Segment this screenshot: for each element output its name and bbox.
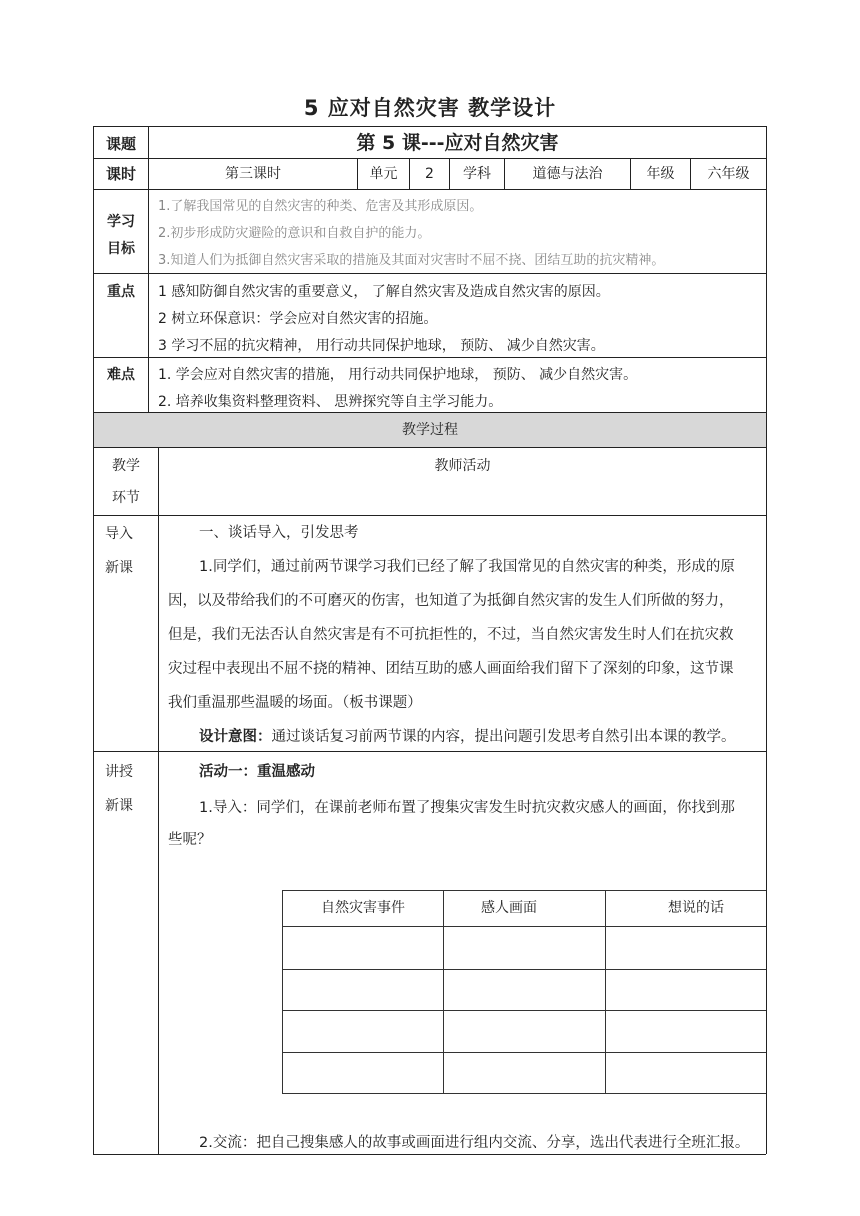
intro-line-2: 因，以及带给我们的不可磨灭的伤害，也知道了为抵御自然灾害的发生人们所做的努力，	[168, 593, 734, 609]
keypoints-label: 重点	[107, 284, 135, 300]
keypoint-item-3: 3 学习不屈的抗灾精神， 用行动共同保护地球， 预防、 减少自然灾害。	[158, 338, 605, 354]
table-header-scene: 感人画面	[481, 900, 537, 916]
unit-label: 单元	[369, 166, 398, 182]
period-value: 第三课时	[225, 166, 281, 182]
activity-title: 活动一：重温感动	[199, 764, 315, 780]
design-intent-text: 通过谈话复习前两节课的内容，提出问题引发思考自然引出本课的教学。	[271, 729, 736, 745]
goals-label-line2: 目标	[107, 241, 135, 257]
keypoint-item-1: 1 感知防御自然灾害的重要意义， 了解自然灾害及造成自然灾害的原因。	[158, 284, 610, 300]
table-header-words: 想说的话	[668, 900, 724, 916]
grade-label: 年级	[646, 166, 675, 182]
goal-item-3: 3.知道人们为抵御自然灾害采取的措施及其面对灾害时不屈不挠、团结互助的抗灾精神。	[158, 253, 665, 268]
subject-value: 道德与法治	[532, 166, 603, 182]
topic-label: 课题	[105, 135, 136, 153]
process-col1-line1: 教学	[112, 458, 140, 474]
topic-value: 第 5 课---应对自然灾害	[356, 132, 559, 154]
step1-line-1: 1.导入：同学们，在课前老师布置了搜集灾害发生时抗灾救灾感人的画面，你找到那	[199, 800, 735, 816]
document-title: 5 应对自然灾害 教学设计	[303, 96, 557, 120]
difficulties-label: 难点	[107, 367, 135, 383]
intro-line-3: 但是，我们无法否认自然灾害是有不可抗拒性的，不过，当自然灾害发生时人们在抗灾救	[168, 627, 734, 643]
intro-heading: 一、谈话导入，引发思考	[199, 525, 359, 541]
difficulty-item-1: 1. 学会应对自然灾害的措施， 用行动共同保护地球， 预防、 减少自然灾害。	[158, 367, 638, 383]
intro-label-line1: 导入	[105, 526, 133, 542]
process-col1-line2: 环节	[112, 490, 140, 506]
step1-line-2: 些呢？	[168, 832, 212, 848]
subject-label: 学科	[463, 166, 491, 182]
lecture-label-line2: 新课	[105, 798, 133, 814]
keypoint-item-2: 2 树立环保意识：学会应对自然灾害的招施。	[158, 311, 438, 327]
intro-line-5: 我们重温那些温暖的场面。（板书课题）	[168, 695, 422, 711]
period-label: 课时	[105, 165, 136, 183]
intro-line-4: 灾过程中表现出不屈不挠的精神、团结互助的感人画面给我们留下了深刻的印象，这节课	[168, 661, 734, 677]
unit-value: 2	[425, 166, 434, 182]
intro-line-1: 1.同学们，通过前两节课学习我们已经了解了我国常见的自然灾害的种类，形成的原	[199, 559, 735, 575]
intro-label-line2: 新课	[105, 560, 133, 576]
process-col2-header: 教师活动	[434, 458, 491, 474]
goal-item-2: 2.初步形成防灾避险的意识和自救自护的能力。	[158, 226, 431, 241]
difficulty-item-2: 2. 培养收集资料整理资料、 思辨探究等自主学习能力。	[158, 394, 503, 410]
intro-design-intent	[199, 721, 736, 753]
goal-item-1: 1.了解我国常见的自然灾害的种类、危害及其形成原因。	[158, 199, 483, 214]
lecture-label-line1: 讲授	[105, 764, 133, 780]
goals-label-line1: 学习	[107, 214, 135, 230]
design-intent-label: 设计意图：	[199, 729, 272, 745]
process-banner-text: 教学过程	[402, 422, 458, 438]
table-header-event: 自然灾害事件	[321, 900, 405, 916]
grade-value: 六年级	[707, 166, 750, 182]
step2-text: 2.交流：把自己搜集感人的故事或画面进行组内交流、分享，选出代表进行全班汇报。	[199, 1135, 750, 1151]
